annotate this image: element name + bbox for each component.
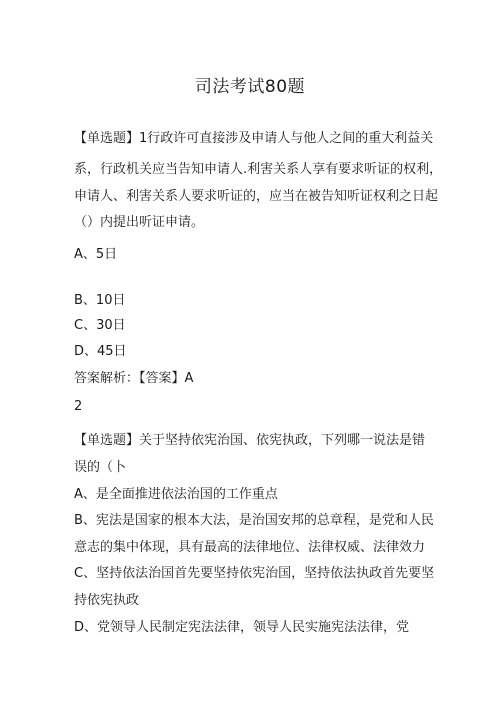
q1-line-3: 申请人、利害关系人要求听证的，应当在被告知听证权利之日起: [74, 189, 439, 204]
q1-option-a: A、5日: [74, 247, 118, 262]
q2-line-1: 【单选题】关于坚持依宪治国、依宪执政，下列哪一说法是错: [74, 433, 426, 448]
q2-option-line-3: 意志的集中体现，具有最高的法律地位、法律权威、法律效力: [74, 540, 426, 555]
q2-option-line-2: B、宪法是国家的根本大法，是治国安邦的总章程，是党和人民: [74, 513, 434, 528]
q1-answer: 答案解析：【答案】A: [74, 371, 194, 386]
q2-option-line-1: A、是全面推进依法治国的工作重点: [74, 487, 278, 502]
q1-option-d: D、45日: [74, 344, 127, 359]
q1-line-4: （）内提出听证申请。: [74, 215, 205, 230]
q2-option-line-4: C、坚持依法治国首先要坚持依宪治国，坚持依法执政首先要坚: [74, 566, 435, 581]
q1-option-b: B、10日: [74, 293, 126, 308]
q2-line-2: 误的（卜: [74, 460, 127, 475]
q1-line-1: 【单选题】1行政许可直接涉及申请人与他人之间的重大利益关: [74, 131, 434, 146]
q2-number: 2: [74, 399, 83, 414]
q1-option-c: C、30日: [74, 318, 126, 333]
document-title: 司法考试80题: [194, 77, 306, 97]
q2-option-line-6: D、党领导人民制定宪法法律，领导人民实施宪法法律，党: [74, 620, 410, 635]
q1-line-2: 系，行政机关应当告知申请人.利害关系人享有要求听证的权利，: [74, 162, 443, 177]
q2-option-line-5: 持依宪执政: [74, 593, 140, 608]
